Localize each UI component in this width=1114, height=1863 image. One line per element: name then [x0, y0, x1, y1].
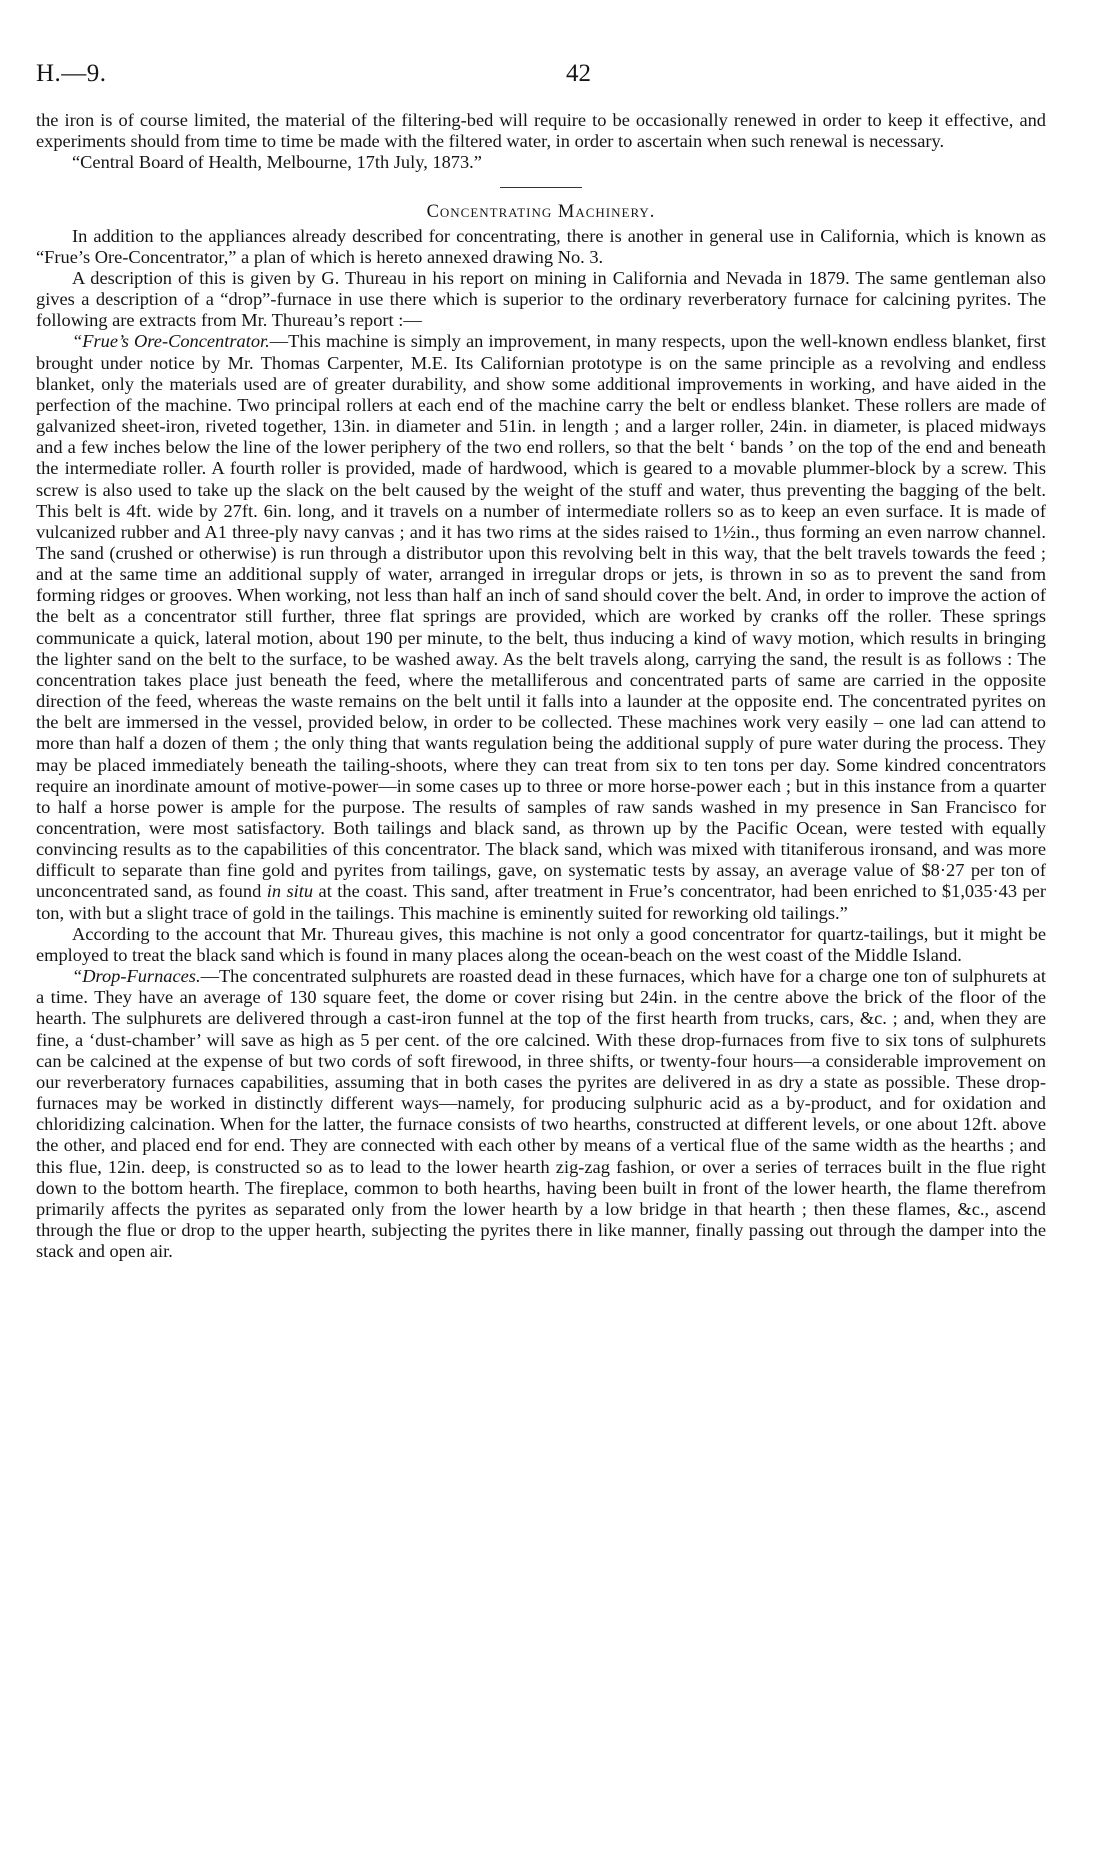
- paragraph-account: According to the account that Mr. Thureau gives, this machine is not only a good concentrator for quartz-tailings, but it might be employed to treat the black sand which is found in many places along the ocean-beach on the west coast of the Middle Island.: [36, 923, 1046, 965]
- drop-furnaces-heading: “Drop-Furnaces.: [72, 966, 201, 987]
- page-body: [36, 110, 1046, 1262]
- signature-line: “Central Board of Health, Melbourne, 17th July, 1873.”: [72, 152, 482, 173]
- page-number: 42: [566, 60, 591, 87]
- frue-heading: “Frue’s Ore-Concentrator.: [72, 331, 270, 352]
- drop-furnaces-text: —The concentrated sulphurets are roasted dead in these furnaces, which have for a charge one ton of sulphurets at a time. They have an average of 130 square feet, the dome or cover rising but 24in. in the centre above the brick of the floor of the hearth. The sulphurets are delivered through a cast-iron funnel at the top of the first hearth from trucks, cars, &c. ; and, when they are fine, a ‘dust-chamber’ will save as high as 5 per cent. of the ore calcined. With these drop-furnaces from five to six tons of sulphurets can be calcined at the expense of but two cords of soft firewood, in three shifts, or twenty-four hours—a considerable improvement on our reverberatory furnaces capabilities, assuming that in both cases the pyrites are delivered in as dry a state as possible. These drop-furnaces may be worked in distinctly different ways—namely, for producing sulphuric acid as a by-product, and for oxidation and chloridizing calcination. When for the latter, the furnace consists of two hearths, constructed at different levels, or one about 12ft. above the other, and placed end for end. They are connected with each other by means of a vertical flue of the same width as the hearths ; and this flue, 12in. deep, is constructed so as to lead to the lower hearth zig-zag fashion, or over a series of terraces built in the flue right down to the bottom hearth. The fireplace, common to both hearths, having been built in front of the lower hearth, the flame therefrom primarily affects the pyrites as separated only from the lower hearth by a low bridge in that hearth ; then these flames, &c., ascend through the flue or drop to the upper hearth, subjecting the pyrites there in like manner, finally passing out through the damper into the stack and open air.: [36, 966, 1046, 1262]
- frue-text-end: at the coast. This sand, after treatment in Frue’s concentrator, had been enriched to $1,035·43 per ton, with but a slight trace of gold in the tailings. This machine is eminently suited for reworking old tailings.”: [36, 881, 1046, 923]
- continued-paragraph: the iron is of course limited, the material of the filtering-bed will require to be occasionally renewed in order to keep it effective, and experiments should from time to time be made with the filtered water, in order to ascertain when such renewal is necessary.: [36, 110, 1046, 152]
- paragraph-frue-concentrator: [36, 331, 1046, 923]
- frue-text: —This machine is simply an improvement, in many respects, upon the well-known endless blanket, first brought under notice by Mr. Thomas Carpenter, M.E. Its Californian prototype is on the same principle as a revolving and endless blanket, only the materials used are of greater durability, and show some additional improvements in working, and have aided in the perfection of the machine. Two principal rollers at each end of the machine carry the belt or endless blanket. These rollers are made of galvanized sheet-iron, riveted together, 13in. in diameter and 51in. in length ; and a larger roller, 24in. in diameter, is placed midways and a few inches below the line of the lower periphery of the two end rollers, so that the belt ‘ bands ’ on the top of the end and beneath the intermediate roller. A fourth roller is provided, made of hardwood, which is geared to a movable plummer-block by a screw. This screw is also used to take up the slack on the belt caused by the weight of the stuff and water, thus preventing the bagging of the belt. This belt is 4ft. wide by 27ft. 6in. long, and it travels on a number of intermediate rollers so as to keep an even surface. It is made of vulcanized rubber and A1 three-ply navy canvas ; and it has two rims at the sides raised to 1½in., thus forming an even narrow channel. The sand (crushed or otherwise) is run through a distributor upon this revolving belt in this way, that the belt travels towards the feed ; and at the same time an additional supply of water, arranged in irregular drops or jets, is thrown in so as to prevent the sand from forming ridges or grooves. When working, not less than half an inch of sand should cover the belt. And, in order to improve the action of the belt as a concentrator still further, three flat springs are provided, which are worked by cranks off the roller. These springs communicate a quick, lateral motion, about 190 per minute, to the belt, thus inducing a kind of wavy motion, which results in bringing the lighter sand on the belt to the surface, to be washed away. As the belt travels along, carrying the sand, the result is as follows : The concentration takes place just beneath the feed, where the metalliferous and concentrated parts of same are carried in the opposite direction of the feed, whereas the waste remains on the belt until it falls into a launder at the opposite end. The concentrated pyrites on the belt are immersed in the vessel, provided below, in order to be collected. These machines work very easily – one lad can attend to more than half a dozen of them ; the only thing that wants regulation being the additional supply of pure water during the process. They may be placed immediately beneath the tailing-shoots, where they can treat from six to ten tons per day. Some kindred concentrators require an inordinate amount of motive-power—in some cases up to three or more horse-power each ; but in this instance from a quarter to half a horse power is ample for the purpose. The results of samples of raw sands washed in my presence in San Francisco for concentration, were most satisfactory. Both tailings and black sand, as thrown up by the Pacific Ocean, were tested with equally convincing results as to the capabilities of this concentrator. The black sand, which was mixed with titaniferous ironsand, and was more difficult to separate than fine gold and pyrites from tailings, gave, on systematic tests by assay, an average value of $8·27 per ton of unconcentrated sand, as found: [36, 331, 1046, 902]
- paragraph-drop-furnaces: [36, 966, 1046, 1262]
- document-reference: H.—9.: [36, 60, 107, 87]
- section-title: Concentrating Machinery.: [426, 202, 656, 223]
- in-situ-term: in situ: [266, 881, 314, 902]
- page-header: [36, 60, 1056, 94]
- paragraph-appliances: In addition to the appliances already described for concentrating, there is another in general use in California, which is known as “Frue’s Ore-Concentrator,” a plan of which is hereto annexed drawing No. 3.: [36, 225, 1046, 267]
- section-divider: [500, 187, 582, 188]
- paragraph-description: A description of this is given by G. Thureau in his report on mining in California and Nevada in 1879. The same gentleman also gives a description of a “drop”-furnace in use there which is superior to the ordinary reverberatory furnace for calcining pyrites. The following are extracts from Mr. Thureau’s report :—: [36, 267, 1046, 331]
